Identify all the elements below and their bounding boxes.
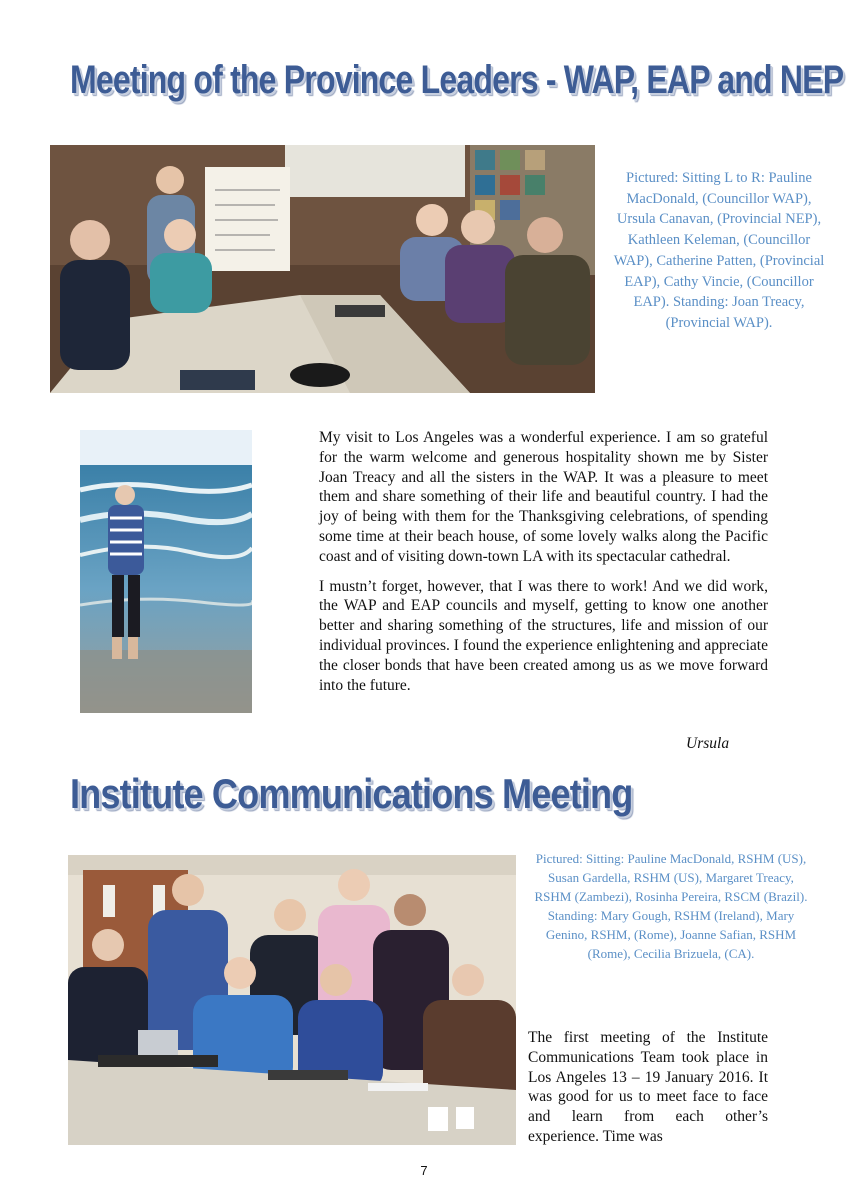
article-paragraph: I mustn’t forget, however, that I was there to work! And we did work, the WAP and EAP councils and myself, getting to know one another better and sharing something of the structures, life and mission of our individual provinces. I found the experience enlightening and appreciate the closer bonds that have been created among us as we move forward into the future. [319,577,768,694]
section-heading-province-leaders: Meeting of the Province Leaders - WAP, EAP and NEP [70,58,844,102]
article-paragraph: My visit to Los Angeles was a wonderful experience. I am so grateful for the warm welcome and generous hospitality shown me by Sister Joan Treacy and all the sisters in the WAP. It was a pleasure to meet them and share something of their life and beautiful country. I had the joy of being with them for the Thanksgiving celebrations, of spending some time at their beach house, of some lovely walks along the Pacific coast and of visiting down-town LA with its spectacular cathedral. [319,429,768,565]
province-leaders-caption: Pictured: Sitting L to R: Pauline MacDonald, (Councillor WAP), Ursula Canavan, (Provincial NEP), Kathleen Keleman, (Councillor WAP), Catherine Patten, (Provincial EAP), Cathy Vincie, (Councillor EAP). Standing: Joan Treacy, (Provincial WAP). [613,170,825,331]
institute-communications-paragraph: The first meeting of the Institute Communications Team took place in Los Angeles 13 – 19 January 2016. It was good for us to meet face to face and learn from each other’s experience. Time was [528,1029,768,1145]
institute-communications-caption: Pictured: Sitting: Pauline MacDonald, RSHM (US), Susan Gardella, RSHM (US), Margaret Treacy, RSHM (Zambezi), Rosinha Pereira, RSCM (Brazil). Standing: Mary Gough, RSHM (Ireland), Mary Genino, RSHM, (Rome), Joanne Safian, RSHM (Rome), Cecilia Brizuela, (CA). [534,851,808,961]
page-number: 7 [420,1163,428,1178]
province-leaders-photo [50,145,595,393]
institute-communications-photo [68,855,516,1145]
article-body [319,428,768,705]
beach-photo [80,430,252,713]
article-signature: Ursula [686,735,730,752]
section-heading-institute-communications: Institute Communications Meeting [70,770,633,817]
